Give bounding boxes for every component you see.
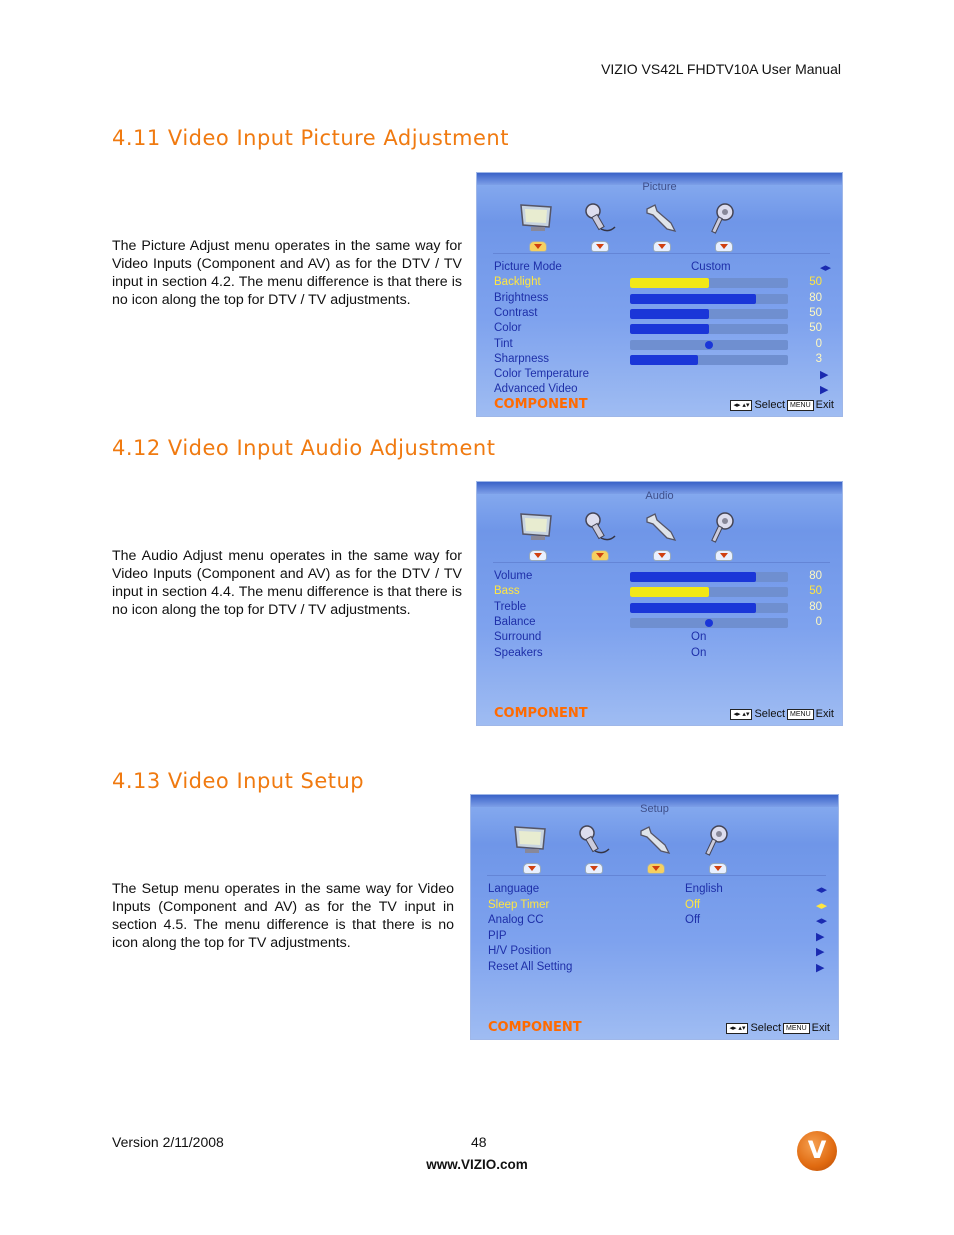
menu-icon-row (477, 201, 842, 253)
slider-fill (630, 278, 709, 288)
key-icon[interactable] (703, 510, 743, 544)
section-title-picture: 4.11 Video Input Picture Adjustment (112, 126, 509, 150)
option-arrow-icon[interactable]: ▶ (816, 946, 825, 958)
manual-title: VIZIO VS42L FHDTV10A User Manual (601, 61, 841, 77)
menu-tab-indicator[interactable] (529, 550, 547, 561)
menu-tab-indicator[interactable] (653, 550, 671, 561)
menu-item-label[interactable]: Reset All Setting (488, 961, 573, 973)
option-arrow-icon[interactable]: ◂▸ (816, 915, 828, 927)
menu-item-label[interactable]: Bass (494, 585, 520, 597)
menu-key-icon: MENU (787, 400, 814, 411)
exit-hint: Exit (815, 399, 834, 411)
option-arrow-icon[interactable]: ◂▸ (816, 884, 828, 896)
select-keys-icon: ◂▸ ▴▾ (726, 1023, 748, 1034)
tv-icon[interactable] (517, 201, 557, 235)
menu-item-label[interactable]: Tint (494, 338, 513, 350)
menu-item-label[interactable]: Language (488, 883, 540, 895)
setup-icon[interactable] (641, 510, 681, 544)
menu-title: Audio (645, 490, 674, 502)
menu-item-label[interactable]: Analog CC (488, 914, 544, 926)
menu-key-icon: MENU (783, 1023, 810, 1034)
picture-menu-screenshot (476, 172, 843, 417)
setting-slider[interactable] (630, 355, 788, 365)
option-arrow-icon[interactable]: ▶ (820, 369, 829, 381)
exit-hint: Exit (815, 708, 834, 720)
setting-slider[interactable] (630, 278, 788, 288)
exit-hint: Exit (811, 1022, 830, 1034)
audio-icon[interactable] (573, 823, 613, 857)
setting-value: 0 (815, 616, 822, 628)
menu-divider (493, 562, 830, 563)
menu-title: Setup (640, 803, 669, 815)
menu-item-label[interactable]: Surround (494, 631, 542, 643)
section-paragraph-setup: The Setup menu operates in the same way for Video Inputs (Component and AV) as for the TV input in section 4.5. The menu difference is that there is no icon along the top for TV adjustments. (112, 881, 454, 951)
menu-divider (493, 253, 830, 254)
section-paragraph-audio: The Audio Adjust menu operates in the same way for Video Inputs (Component and AV) as for the DTV / TV input in section 4.4. The menu difference is that there is no icon along the top for DTV / TV adjustments. (112, 548, 462, 618)
setup-icon[interactable] (635, 823, 675, 857)
menu-tab-indicator[interactable] (523, 863, 541, 874)
slider-fill (630, 572, 756, 582)
key-icon[interactable] (697, 823, 737, 857)
website-url[interactable]: www.VIZIO.com (426, 1157, 528, 1172)
select-keys-icon: ◂▸ ▴▾ (730, 709, 752, 720)
menu-tab-indicator[interactable] (647, 863, 665, 874)
menu-help-bar (728, 708, 834, 720)
option-arrow-icon[interactable]: ▶ (820, 384, 829, 396)
option-arrow-icon[interactable]: ◂▸ (820, 262, 832, 274)
setting-value: 50 (809, 307, 822, 319)
setting-value: 50 (809, 322, 822, 334)
setting-option: Custom (691, 261, 731, 273)
setup-icon[interactable] (641, 201, 681, 235)
menu-divider (487, 875, 826, 876)
menu-item-label[interactable]: Sleep Timer (488, 899, 550, 911)
setting-slider[interactable] (630, 294, 788, 304)
setup-menu-screenshot (470, 794, 839, 1040)
menu-item-label[interactable]: Backlight (494, 276, 541, 288)
logo-letter: V (807, 1136, 827, 1164)
setting-slider[interactable] (630, 603, 788, 613)
select-keys-icon: ◂▸ ▴▾ (730, 400, 752, 411)
setting-slider[interactable] (630, 587, 788, 597)
tv-icon[interactable] (517, 510, 557, 544)
menu-item-label[interactable]: Contrast (494, 307, 538, 319)
select-hint: Select (750, 1022, 782, 1034)
key-icon[interactable] (703, 201, 743, 235)
setting-option: On (691, 631, 707, 643)
option-arrow-icon[interactable]: ▶ (816, 962, 825, 974)
slider-fill (630, 324, 709, 334)
input-source-label: COMPONENT (494, 397, 588, 412)
menu-item-label[interactable]: H/V Position (488, 945, 552, 957)
setting-option: On (691, 647, 707, 659)
setting-value: 80 (809, 570, 822, 582)
audio-icon[interactable] (579, 510, 619, 544)
setting-option: Off (685, 914, 701, 926)
audio-icon[interactable] (579, 201, 619, 235)
section-title-setup: 4.13 Video Input Setup (112, 769, 365, 793)
tv-icon[interactable] (511, 823, 551, 857)
menu-tab-indicator[interactable] (709, 863, 727, 874)
menu-tab-indicator[interactable] (591, 550, 609, 561)
menu-item-label[interactable]: Color (494, 322, 522, 334)
setting-value: 50 (809, 585, 822, 597)
menu-item-label[interactable]: Treble (494, 601, 527, 613)
page-number: 48 (471, 1134, 487, 1150)
setting-slider[interactable] (630, 572, 788, 582)
input-source-label: COMPONENT (494, 706, 588, 721)
setting-value: 3 (815, 353, 822, 365)
setting-option: Off (685, 899, 701, 911)
menu-title: Picture (642, 181, 677, 193)
menu-tab-indicator[interactable] (715, 241, 733, 252)
vizio-logo (797, 1131, 837, 1171)
menu-tab-indicator[interactable] (653, 241, 671, 252)
slider-fill (630, 355, 698, 365)
menu-icon-row (477, 510, 842, 562)
menu-tab-indicator[interactable] (591, 241, 609, 252)
menu-tab-indicator[interactable] (715, 550, 733, 561)
setting-slider[interactable] (630, 309, 788, 319)
audio-menu-screenshot (476, 481, 843, 726)
slider-fill (630, 309, 709, 319)
section-paragraph-picture: The Picture Adjust menu operates in the same way for Video Inputs (Component and AV) as for the DTV / TV input in section 4.2. The menu difference is that there is no icon along the top for DTV / TV adjustments. (112, 238, 462, 308)
setting-value: 80 (809, 292, 822, 304)
version-text: Version 2/11/2008 (112, 1134, 224, 1150)
setting-option: English (685, 883, 723, 895)
menu-item-label[interactable]: Brightness (494, 292, 549, 304)
menu-item-label[interactable]: Advanced Video (494, 383, 578, 395)
menu-item-label[interactable]: Sharpness (494, 353, 549, 365)
slider-knob[interactable] (705, 619, 713, 627)
option-arrow-icon[interactable]: ◂▸ (816, 900, 828, 912)
section-title-audio: 4.12 Video Input Audio Adjustment (112, 436, 496, 460)
setting-slider[interactable] (630, 618, 788, 628)
menu-tab-indicator[interactable] (529, 241, 547, 252)
menu-help-bar (728, 399, 834, 411)
input-source-label: COMPONENT (488, 1020, 582, 1035)
menu-item-label[interactable]: Volume (494, 570, 533, 582)
menu-item-label[interactable]: Color Temperature (494, 368, 590, 380)
menu-item-label[interactable]: Speakers (494, 647, 543, 659)
menu-help-bar (724, 1022, 830, 1034)
select-hint: Select (754, 708, 786, 720)
setting-value: 0 (815, 338, 822, 350)
setting-slider[interactable] (630, 340, 788, 350)
setting-value: 50 (809, 276, 822, 288)
slider-fill (630, 603, 756, 613)
menu-tab-indicator[interactable] (585, 863, 603, 874)
select-hint: Select (754, 399, 786, 411)
slider-knob[interactable] (705, 341, 713, 349)
setting-slider[interactable] (630, 324, 788, 334)
option-arrow-icon[interactable]: ▶ (816, 931, 825, 943)
setting-value: 80 (809, 601, 822, 613)
menu-item-label[interactable]: Picture Mode (494, 261, 562, 273)
menu-key-icon: MENU (787, 709, 814, 720)
menu-item-label[interactable]: Balance (494, 616, 536, 628)
slider-fill (630, 294, 756, 304)
menu-icon-row (471, 823, 838, 875)
slider-fill (630, 587, 709, 597)
menu-item-label[interactable]: PIP (488, 930, 507, 942)
